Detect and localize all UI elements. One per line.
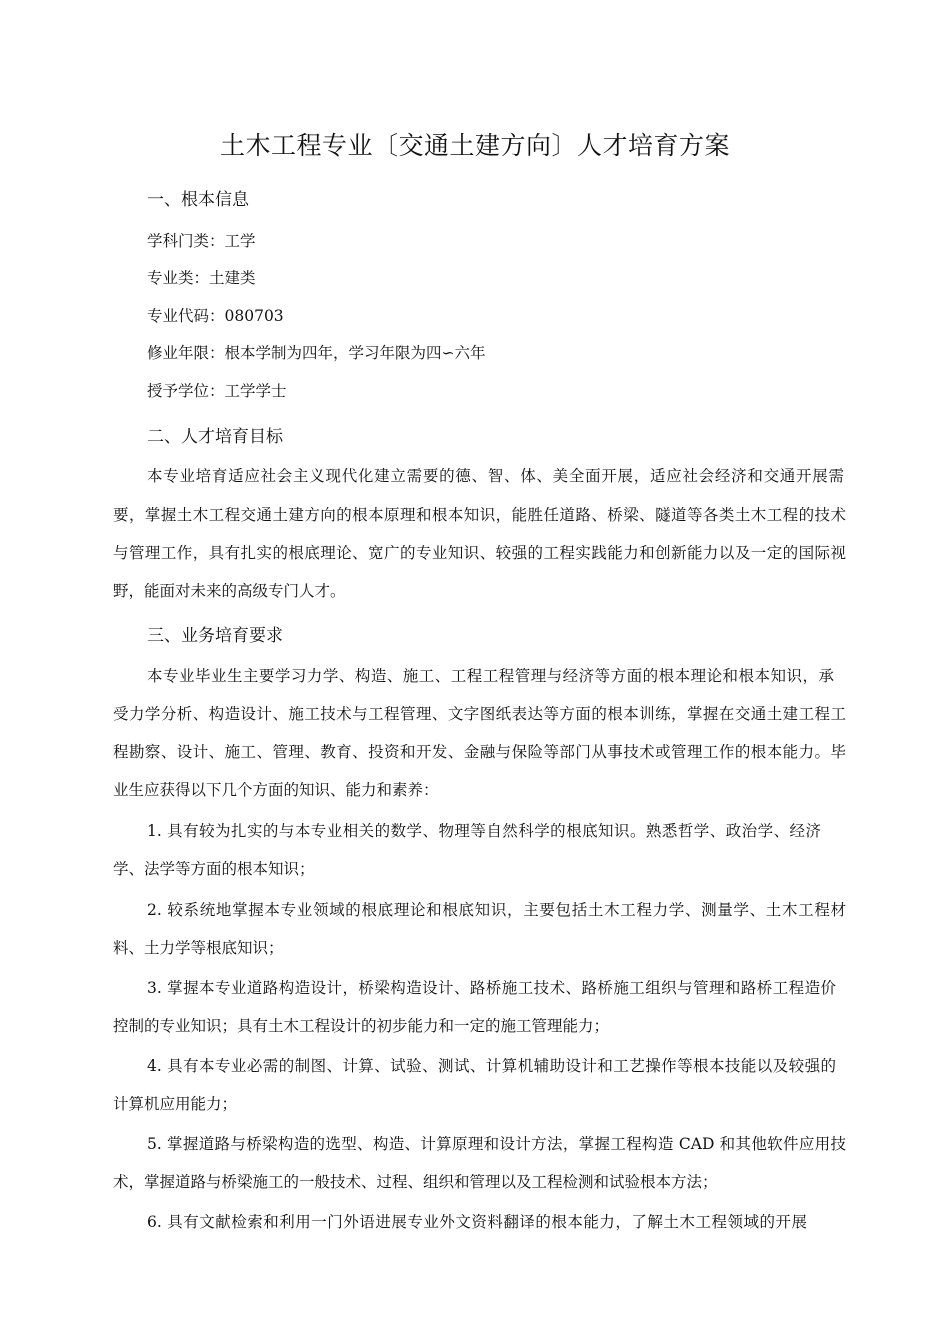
list-item-continuation: 学、法学等方面的根本知识； (113, 860, 315, 878)
section-heading-business-requirements: 三、业务培育要求 (147, 626, 283, 646)
paragraph-line: 本专业培育适应社会主义现代化建立需要的德、智、体、美全面开展，适应社会经济和交通开展需 (147, 467, 844, 485)
list-item: 1. 具有较为扎实的与本专业相关的数学、物理等自然科学的根底知识。熟悉哲学、政治学、经济 (147, 822, 821, 840)
list-item: 3. 掌握本专业道路构造设计，桥梁构造设计、路桥施工技术、路桥施工组织与管理和路桥工程造价 (147, 979, 836, 997)
document-title: 土木工程专业〔交通土建方向〕人才培育方案 (219, 131, 730, 160)
list-item: 6. 具有文献检索和利用一门外语进展专业外文资料翻译的根本能力，了解土木工程领域的开展 (147, 1213, 807, 1231)
paragraph-line: 受力学分析、构造设计、施工技术与工程管理、文字图纸表达等方面的根本训练，掌握在交通土建工程工 (113, 705, 846, 723)
section-heading-basic-info: 一、根本信息 (147, 190, 249, 210)
list-item-continuation: 料、土力学等根底知识； (113, 939, 284, 957)
paragraph-line: 要，掌握土木工程交通土建方向的根本原理和根本知识，能胜任道路、桥梁、隧道等各类土木工程的技术 (113, 506, 846, 524)
list-item: 2. 较系统地掌握本专业领域的根底理论和根底知识，主要包括土木工程力学、测量学、土木工程材 (147, 901, 846, 919)
list-item: 5. 掌握道路与桥梁构造的选型、构造、计算原理和设计方法，掌握工程构造 CAD 和其他软件应用技 (147, 1135, 846, 1153)
section-heading-training-goal: 二、人才培育目标 (147, 427, 283, 447)
paragraph-line: 与管理工作，具有扎实的根底理论、宽广的专业知识、较强的工程实践能力和创新能力以及一定的国际视 (113, 544, 846, 562)
list-item: 4. 具有本专业必需的制图、计算、试验、测试、计算机辅助设计和工艺操作等根本技能以及较强的 (147, 1057, 836, 1075)
list-item-continuation: 计算机应用能力； (113, 1095, 238, 1113)
paragraph-line: 业生应获得以下几个方面的知识、能力和素养： (113, 781, 439, 799)
field-major-class: 专业类：土建类 (147, 269, 256, 287)
paragraph-line: 本专业毕业生主要学习力学、构造、施工、工程工程管理与经济等方面的根本理论和根本知识，承 (147, 667, 834, 685)
list-item-continuation: 术，掌握道路与桥梁施工的一般技术、过程、组织和管理以及工程检测和试验根本方法； (113, 1173, 718, 1191)
field-major-code: 专业代码：080703 (147, 307, 284, 325)
paragraph-line: 野，能面对未来的高级专门人才。 (113, 582, 346, 600)
paragraph-line: 程勘察、设计、施工、管理、教育、投资和开发、金融与保险等部门从事技术或管理工作的根本能力。毕 (113, 743, 846, 761)
list-item-continuation: 控制的专业知识；具有土木工程设计的初步能力和一定的施工管理能力； (113, 1017, 610, 1035)
field-degree: 授予学位：工学学士 (147, 382, 287, 400)
field-study-duration: 修业年限：根本学制为四年，学习年限为四∽六年 (147, 344, 486, 362)
field-discipline: 学科门类：工学 (147, 232, 256, 250)
